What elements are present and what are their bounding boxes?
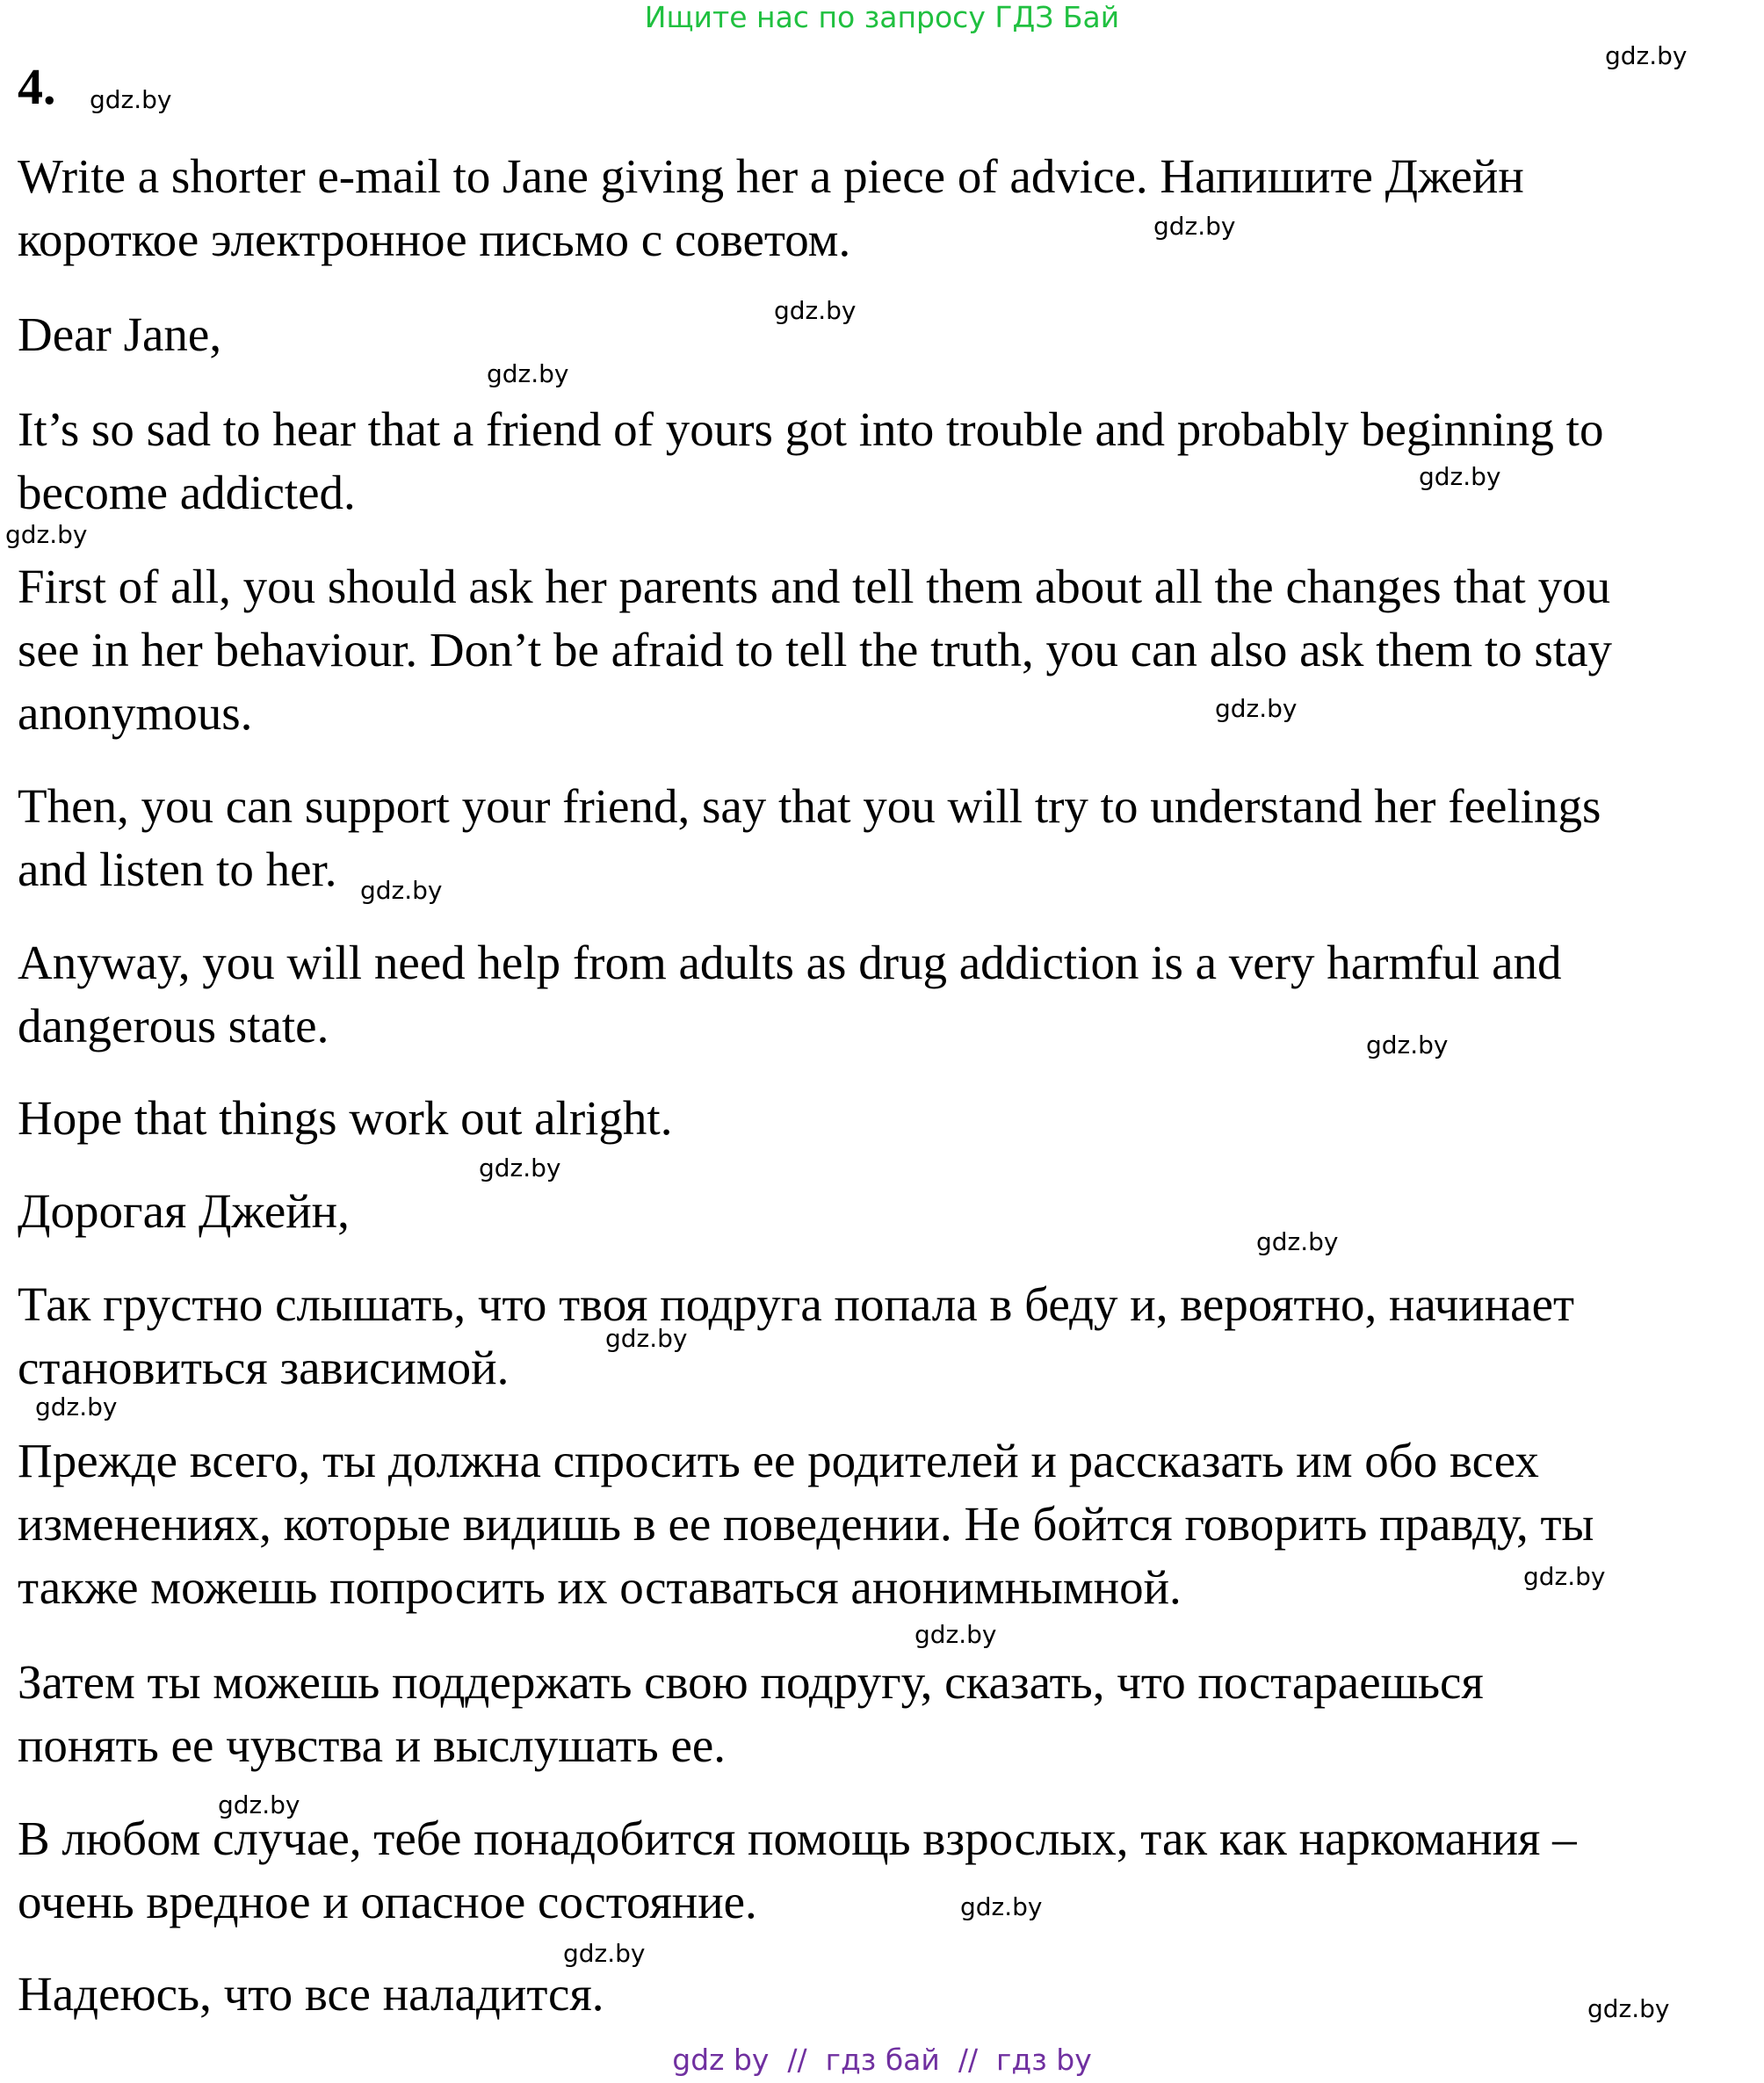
footer-links[interactable]: gdz by // гдз бай // гдз by	[672, 2043, 1092, 2077]
watermark: gdz.by	[1256, 1227, 1339, 1256]
letter-en-paragraph-4: Anyway, you will need help from adults as drug addiction is a very harmful and dangerous state.	[18, 936, 1562, 1052]
watermark: gdz.by	[960, 1892, 1043, 1921]
watermark: gdz.by	[1419, 462, 1501, 491]
watermark: gdz.by	[1215, 694, 1298, 723]
letter-ru-closing: Надеюсь, что все наладится.	[18, 1967, 604, 2021]
task-number: 4.	[18, 58, 56, 115]
watermark: gdz.by	[774, 296, 857, 325]
instruction-line: короткое электронное письмо с советом.	[18, 213, 851, 266]
watermark: gdz.by	[563, 1939, 646, 1968]
instruction-line: Write a shorter e-mail to Jane giving her a piece of advice. Напишите Джейн	[18, 149, 1524, 203]
letter-ru-paragraph-1: Так грустно слышать, что твоя подруга попала в беду и, вероятно, начинает становиться зависимой.	[18, 1277, 1575, 1394]
task-instruction	[18, 145, 1739, 271]
search-hint: Ищите нас по запросу ГДЗ Бай	[644, 0, 1120, 34]
letter-en-paragraph-3: Then, you can support your friend, say that you will try to understand her feelings and listen to her.	[18, 779, 1601, 896]
letter-ru-paragraph-4: В любом случае, тебе понадобится помощь взрослых, так как наркомания – очень вредное и опасное состояние.	[18, 1812, 1577, 1928]
watermark: gdz.by	[479, 1154, 561, 1183]
watermark: gdz.by	[218, 1790, 300, 1819]
letter-ru-paragraph-2: Прежде всего, ты должна спросить ее родителей и рассказать им обо всех изменениях, которые видишь в ее поведении. Не бойтся говорить правду, ты также можешь попросить их оставаться анонимнымной.	[18, 1434, 1594, 1614]
watermark: gdz.by	[605, 1324, 688, 1353]
letter-en-closing: Hope that things work out alright.	[18, 1091, 673, 1145]
watermark: gdz.by	[5, 520, 88, 549]
watermark: gdz.by	[487, 359, 569, 388]
watermark: gdz.by	[915, 1620, 997, 1649]
watermark: gdz.by	[90, 85, 172, 114]
watermark: gdz.by	[360, 876, 443, 905]
letter-en-greeting: Dear Jane,	[18, 307, 222, 361]
watermark: gdz.by	[1366, 1031, 1449, 1060]
letter-en-paragraph-2: First of all, you should ask her parents and tell them about all the changes that you see in her behaviour. Don’t be afraid to tell the truth, you can also ask them to stay anonymous.	[18, 560, 1613, 740]
watermark: gdz.by	[1153, 212, 1236, 241]
watermark: gdz.by	[1587, 1994, 1670, 2023]
letter-ru-paragraph-3: Затем ты можешь поддержать свою подругу, сказать, что постараешься понять ее чувства и выслушать ее.	[18, 1655, 1484, 1772]
letter-en-paragraph-1: It’s so sad to hear that a friend of yours got into trouble and probably beginning to become addicted.	[18, 402, 1604, 519]
watermark: gdz.by	[1523, 1562, 1606, 1591]
letter-ru-greeting: Дорогая Джейн,	[18, 1184, 350, 1238]
watermark: gdz.by	[1605, 41, 1688, 70]
watermark: gdz.by	[35, 1392, 118, 1421]
